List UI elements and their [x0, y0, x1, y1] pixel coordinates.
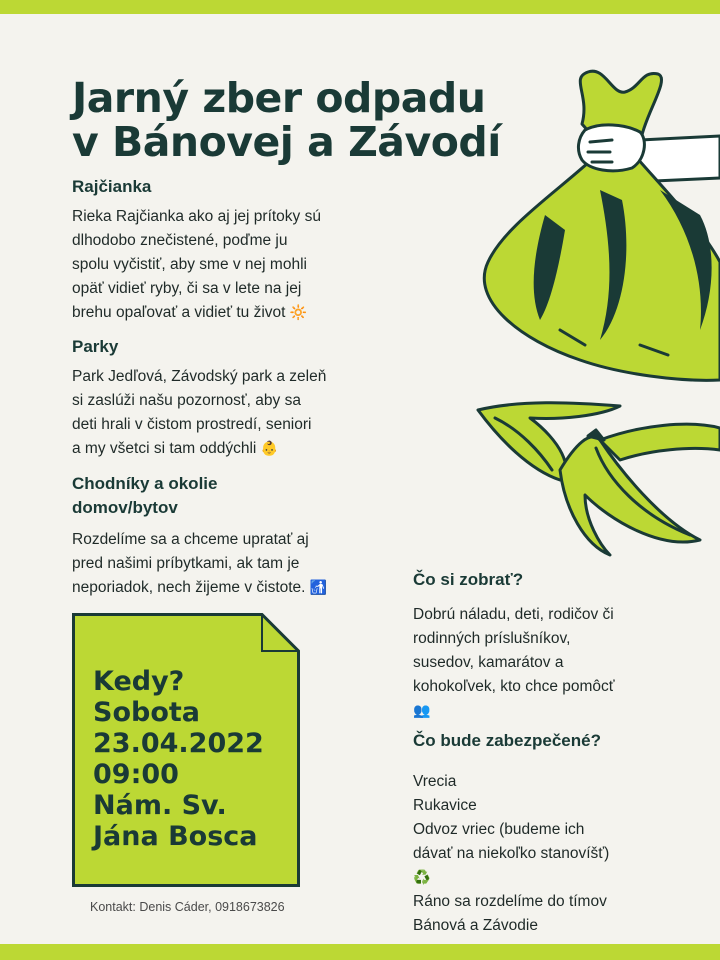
list-item-cont: dávať na niekoľko stanovíšť) — [413, 845, 610, 862]
list-item: Odvoz vriec (budeme ich — [413, 821, 585, 838]
text-line: rodinných príslušníkov, — [413, 630, 571, 647]
text-line: deti hrali v čistom prostredí, seniori — [72, 416, 312, 433]
people-icon: 👥 — [413, 703, 431, 719]
section-text-rajcianka — [72, 205, 321, 325]
text-line: Rieka Rajčianka ako aj jej prítoky sú — [72, 208, 321, 225]
section-heading-parky: Parky — [72, 337, 119, 356]
sun-icon: 🔆 — [289, 305, 308, 321]
bring-heading: Čo si zobrať? — [413, 570, 524, 589]
text-line: Rozdelíme sa a chceme upratať aj — [72, 531, 309, 548]
section-heading-chodniky: Chodníky a okolie domov/bytov — [72, 474, 218, 517]
bring-text — [413, 603, 615, 723]
text-line: opäť vidieť ryby, či sa v lete na jej — [72, 280, 302, 297]
text-line: pred našimi príbytkami, ak tam je — [72, 555, 300, 572]
text-line: Park Jedľová, Závodský park a zeleň — [72, 368, 327, 385]
title-line-1: Jarný zber odpadu — [72, 74, 486, 122]
text-line: spolu vyčistiť, aby sme v nej mohli — [72, 256, 307, 273]
event-place-line2: Jána Bosca — [93, 821, 258, 852]
event-place-line1: Nám. Sv. — [93, 790, 227, 821]
section-heading-rajcianka: Rajčianka — [72, 177, 152, 196]
event-day: Sobota — [93, 697, 200, 728]
text-line: Dobrú náladu, deti, rodičov či — [413, 606, 614, 623]
section-text-parky — [72, 365, 326, 461]
list-item: Vrecia — [413, 773, 457, 790]
text-line: dlhodobo znečistené, poďme ju — [72, 232, 288, 249]
list-item-cont: Bánová a Závodie — [413, 917, 538, 934]
event-time: 09:00 — [93, 759, 179, 790]
text-line: kohokoľvek, kto chce pomôcť — [413, 678, 615, 695]
event-details-card — [72, 613, 300, 887]
when-label: Kedy? — [93, 666, 185, 697]
hand-shape — [578, 125, 644, 171]
list-item: Rukavice — [413, 797, 477, 814]
section-text-chodniky — [72, 528, 327, 600]
bottom-accent-bar — [0, 944, 720, 960]
event-date: 23.04.2022 — [93, 728, 264, 759]
text-line: a my všetci si tam oddýchli 👶 — [72, 440, 279, 457]
contact-info: Kontakt: Denis Cáder, 0918673826 — [90, 900, 285, 914]
bag-body — [484, 150, 720, 380]
text-line: brehu opaľovať a vidieť tu život 🔆 — [72, 304, 308, 321]
text-line: si zaslúži našu pozornosť, aby sa — [72, 392, 301, 409]
text-line: susedov, kamarátov a — [413, 654, 564, 671]
provided-heading: Čo bude zabezpečené? — [413, 731, 601, 750]
event-details — [93, 666, 264, 852]
litter-bin-icon: 🚮 — [309, 580, 328, 596]
baby-icon: 👶 — [260, 441, 279, 457]
provided-list — [413, 770, 609, 938]
list-item: Ráno sa rozdelíme do tímov — [413, 893, 607, 910]
text-line: neporiadok, nech žijeme v čistote. 🚮 — [72, 579, 328, 596]
title-line-2: v Bánovej a Závodí — [72, 118, 501, 166]
recycle-icon: ♻️ — [413, 870, 431, 886]
